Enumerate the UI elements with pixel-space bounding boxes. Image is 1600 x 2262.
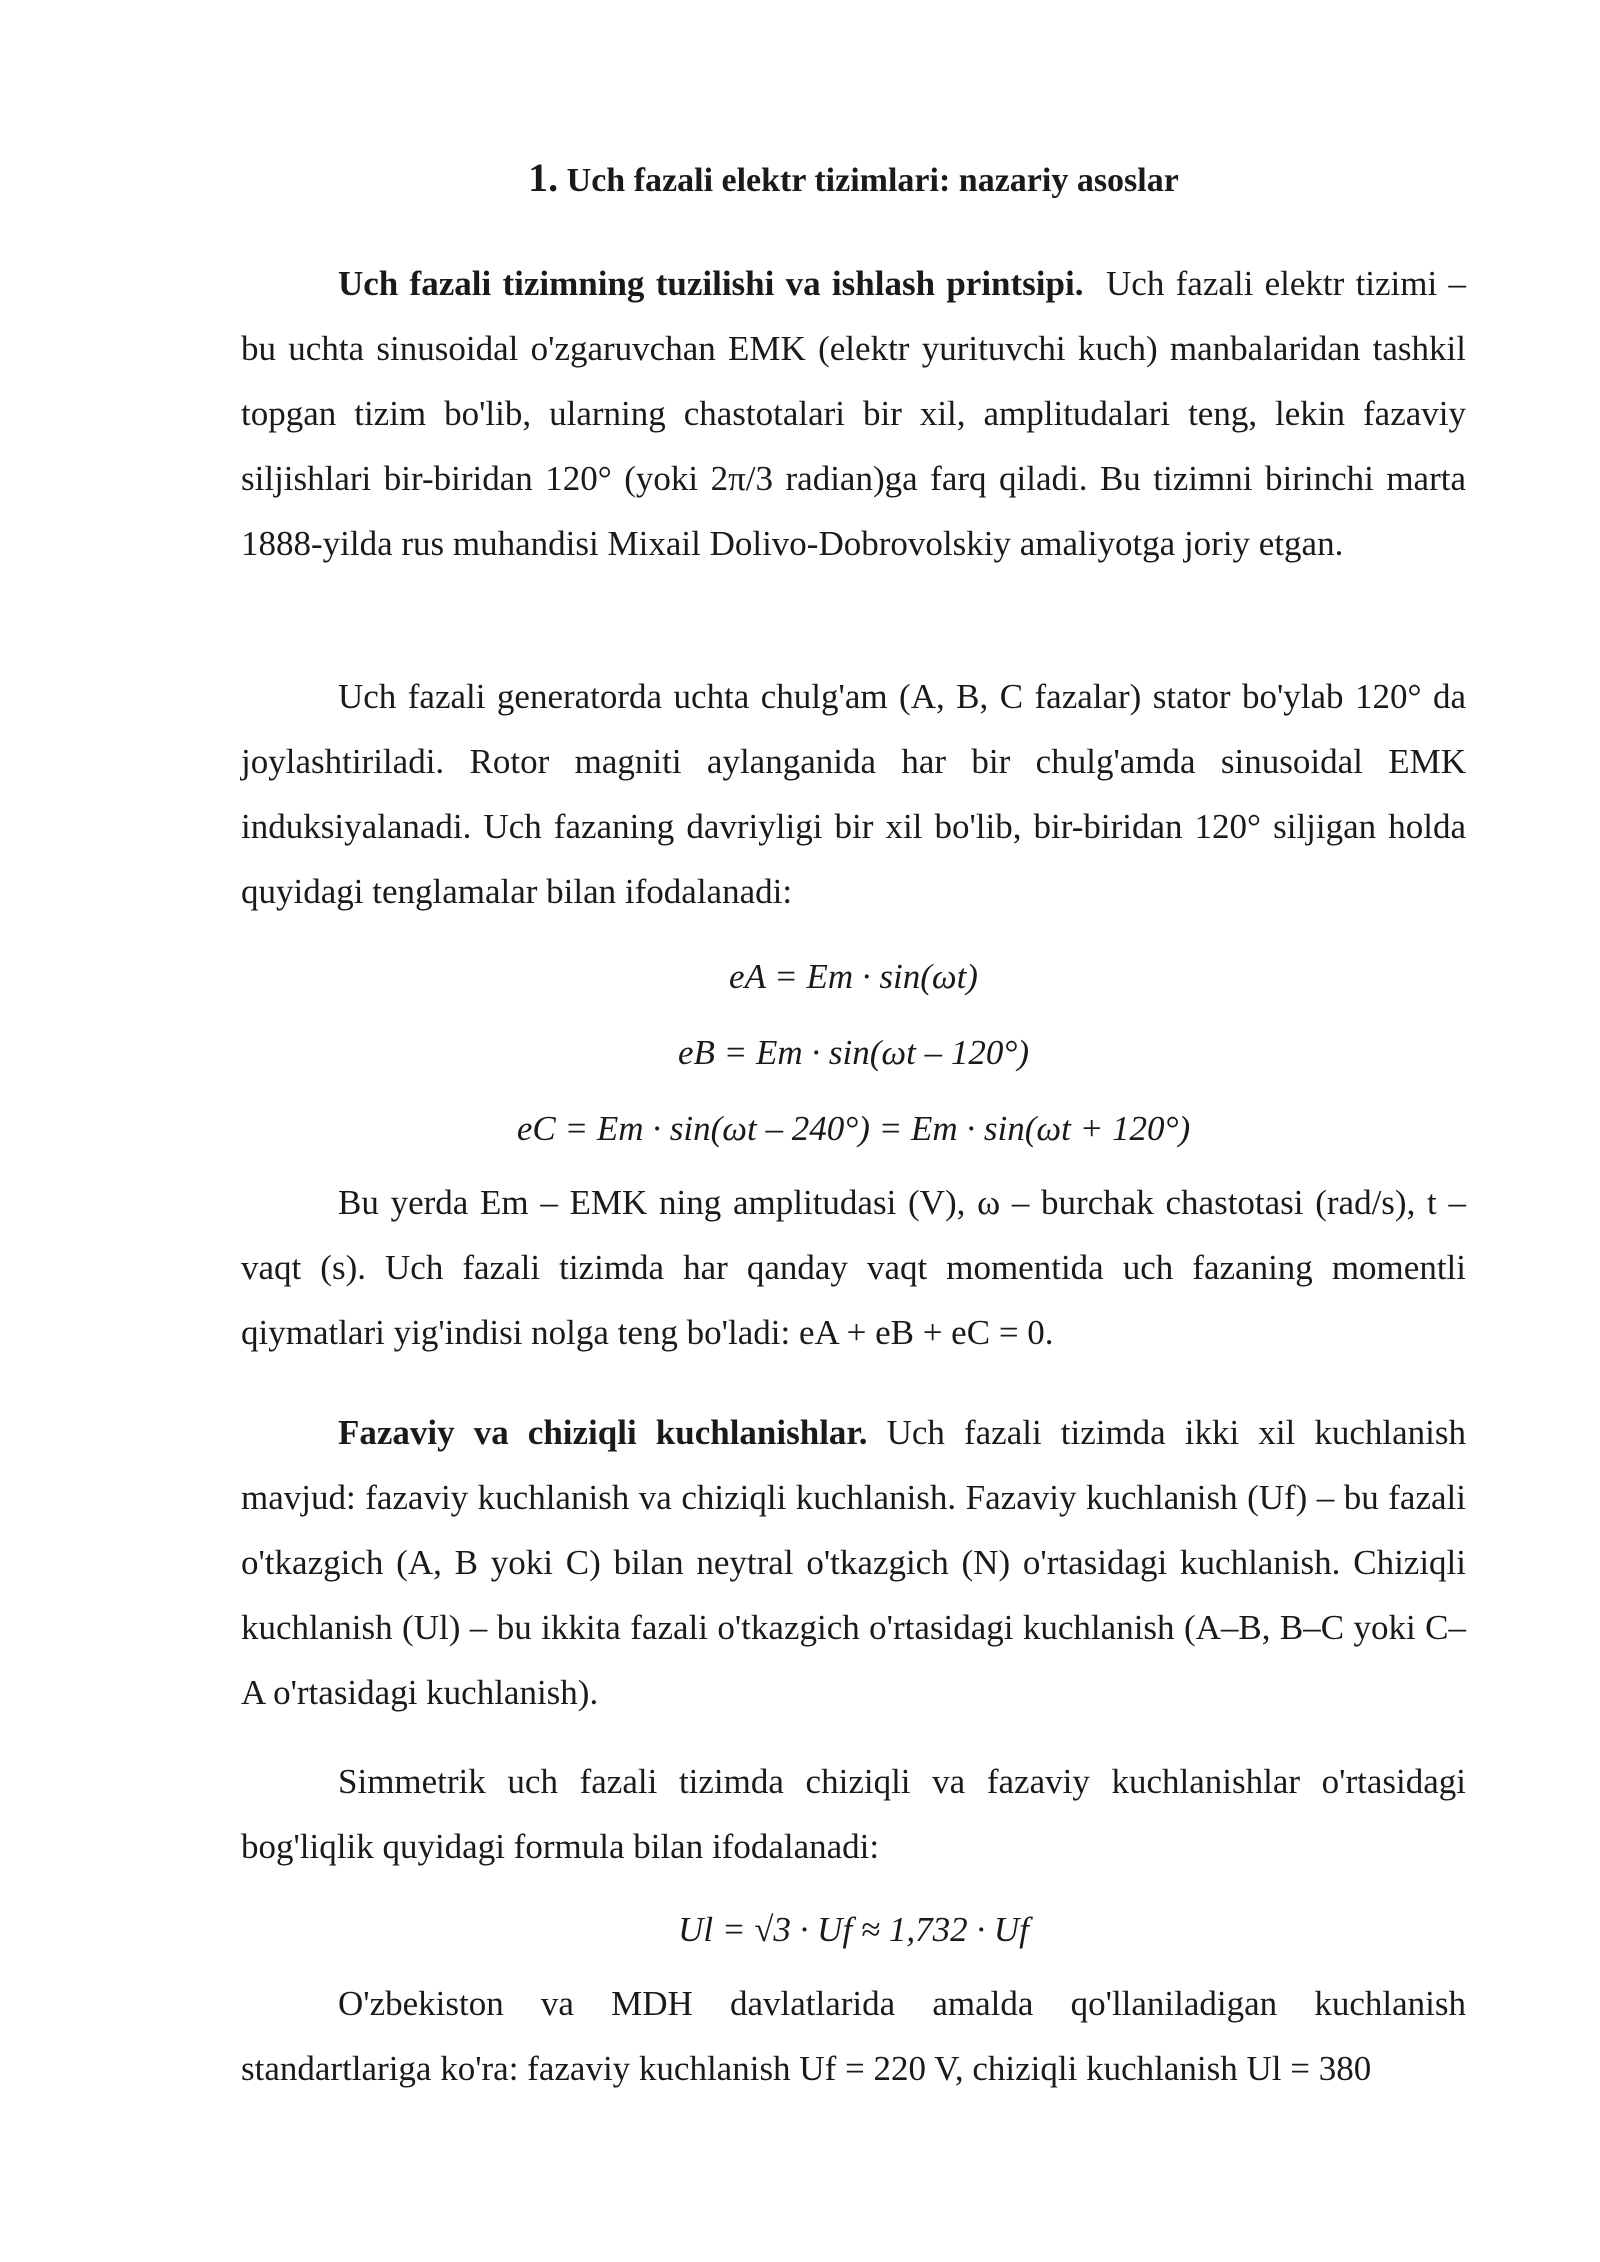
paragraph-body: Simmetrik uch fazali tizimda chiziqli va fazaviy kuchlanishlar o'rtasidagi bog'liqlik quyidagi formula bilan ifodalanadi: [241, 1762, 1466, 1866]
formula-ea: eA = Em · sin(ωt) [729, 957, 978, 996]
paragraph-variables [241, 1170, 1466, 1365]
paragraph-generator [241, 664, 1466, 924]
paragraph-lead-bold: Fazaviy va chiziqli kuchlanishlar. [338, 1413, 868, 1452]
formula-ec: eC = Em · sin(ωt – 240°) = Em · sin(ωt + 120°) [516, 1109, 1191, 1148]
paragraph-symmetric-relation [241, 1749, 1466, 1879]
paragraph-body: Uch fazali generatorda uchta chulg'am (A, B, C fazalar) stator bo'ylab 120° da joylashtiriladi. Rotor magniti aylanganida har bir chulg'amda sinusoidal EMK induksiyalanadi. Uch fazaning davriyligi bir xil bo'lib, bir-biridan 120° siljigan holda quyidagi tenglamalar bilan ifodalanadi: [241, 677, 1466, 911]
paragraph-lead-bold: Uch fazali tizimning tuzilishi va ishlash printsipi. [338, 264, 1084, 303]
formula-eb: eB = Em · sin(ωt – 120°) [677, 1033, 1030, 1072]
section-number: 1. [528, 155, 559, 200]
formula-ul: Ul = √3 · Uf ≈ 1,732 · Uf [678, 1910, 1029, 1949]
paragraph-body: Bu yerda Em – EMK ning amplitudasi (V), ω – burchak chastotasi (rad/s), t – vaqt (s). Uch fazali tizimda har qanday vaqt momentida uch fazaning momentli qiymatlari yig'indisi nolga teng bo'ladi: eA + eB + eC = 0. [241, 1183, 1466, 1352]
section-title: Uch fazali elektr tizimlari: nazariy asoslar [566, 162, 1179, 199]
paragraph-body: O'zbekiston va MDH davlatlarida amalda qo'llaniladigan kuchlanish standartlariga ko'ra: fazaviy kuchlanish Uf = 220 V, chiziqli kuchlanish Ul = 380 [241, 1984, 1466, 2088]
paragraph-standards [241, 1971, 1466, 2101]
section-heading [241, 152, 1466, 207]
paragraph-body: Uch fazali elektr tizimi – bu uchta sinusoidal o'zgaruvchan EMK (elektr yurituvchi kuch) manbalaridan tashkil topgan tizim bo'lib, ularning chastotalari bir xil, amplitudalari teng, lekin fazaviy siljishlari bir-biridan 120° (yoki 2π/3 radian)ga farq qiladi. Bu tizimni birinchi marta 1888-yilda rus muhandisi Mixail Dolivo-Dobrovolskiy amaliyotga joriy etgan. [241, 264, 1467, 563]
paragraph-structure-principle [241, 251, 1466, 576]
paragraph-body: Uch fazali tizimda ikki xil kuchlanish mavjud: fazaviy kuchlanish va chiziqli kuchlanish. Fazaviy kuchlanish (Uf) – bu fazali o'tkazgich (A, B yoki C) bilan neytral o'tkazgich (N) o'rtasidagi kuchlanish. Chiziqli kuchlanish (Ul) – bu ikkita fazali o'tkazgich o'rtasidagi kuchlanish (A–B, B–C yoki C–A o'rtasidagi kuchlanish). [241, 1413, 1466, 1712]
paragraph-phase-line-voltages [241, 1400, 1466, 1725]
